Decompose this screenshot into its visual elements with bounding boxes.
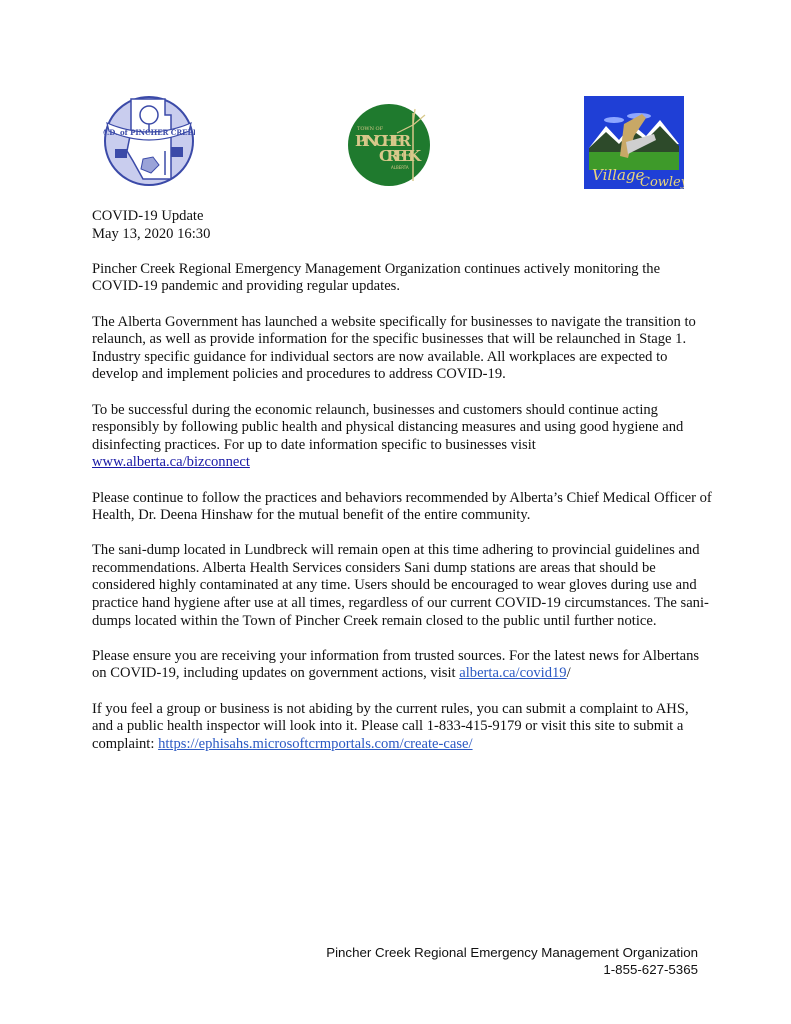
page-footer bbox=[326, 944, 698, 978]
paragraph-sani-dump: The sani-dump located in Lundbreck will remain open at this time adhering to provincial guidelines and recommendations. Alberta Health Services considers Sani dump stations are areas that should be considered highly contaminated at any time. Users should be encouraged to wear gloves during use and practice hand hygiene after use at all times, regardless of our current COVID-19 circumstances. The sani-dumps located within the Town of Pincher Creek remain closed to the public until further notice. bbox=[92, 542, 709, 629]
village-cowley-logo bbox=[584, 96, 684, 189]
paragraph-chief-medical-officer: Please continue to follow the practices and behaviors recommended by Alberta’s Chief Medical Officer of Health, Dr. Deena Hinshaw for the mutual benefit of the entire community. bbox=[92, 489, 712, 524]
paragraph-relaunch bbox=[92, 402, 712, 472]
update-header bbox=[92, 208, 712, 243]
bizconnect-link[interactable]: www.alberta.ca/bizconnect bbox=[92, 454, 250, 471]
paragraph-business-website: The Alberta Government has launched a website specifically for businesses to navigate the transition to relaunch, as well as provide information for the specific businesses that will be relaunched in Stage 1. Industry specific guidance for individual sectors are now available. All workplaces are expected to develop and implement policies and procedures to address COVID-19. bbox=[92, 313, 696, 383]
md-logo-text: M.D. of PINCHER CREEK bbox=[103, 128, 195, 137]
town-logo-graphic bbox=[347, 103, 431, 187]
cowley-logo-line2: Cowley bbox=[640, 175, 684, 189]
cowley-logo-line1: Village bbox=[592, 166, 645, 184]
update-title: COVID-19 Update bbox=[92, 208, 204, 224]
update-datetime: May 13, 2020 16:30 bbox=[92, 225, 211, 242]
footer-organization: Pincher Creek Regional Emergency Management Organization bbox=[326, 945, 698, 960]
relaunch-text: To be successful during the economic relaunch, businesses and customers should continue acting responsibly by following public health and physical distancing measures and using good hygiene and disinfecting practices. For up to date information specific to businesses visit bbox=[92, 401, 684, 453]
md-logo-graphic bbox=[103, 91, 195, 187]
paragraph-monitoring: Pincher Creek Regional Emergency Management Organization continues actively monitoring the COVID-19 pandemic and providing regular updates. bbox=[92, 260, 661, 295]
town-pincher-creek-logo bbox=[347, 103, 431, 187]
town-logo-top: TOWN OF bbox=[357, 126, 384, 132]
trusted-sources-text: Please ensure you are receiving your information from trusted sources. For the latest news for Albertans on COVID-19, including updates on government actions, visit bbox=[92, 647, 700, 682]
md-pincher-creek-logo bbox=[103, 91, 195, 187]
town-logo-line2: CREEK bbox=[379, 147, 421, 165]
complaint-text: If you feel a group or business is not abiding by the current rules, you can submit a complaint to AHS, and a public health inspector will look into it. Please call 1-833-415-9179 or visit this site to submit a complaint: bbox=[92, 700, 689, 752]
cowley-logo-graphic bbox=[584, 96, 684, 189]
document-body bbox=[92, 208, 712, 771]
covid19-link-tail: / bbox=[566, 665, 571, 682]
town-logo-bottom: ALBERTA bbox=[391, 165, 409, 170]
complaint-portal-link[interactable]: https://ephisahs.microsoftcrmportals.com/create-case/ bbox=[158, 735, 473, 752]
footer-phone: 1-855-627-5365 bbox=[603, 962, 698, 977]
covid19-link[interactable]: alberta.ca/covid19 bbox=[459, 665, 567, 682]
paragraph-complaint bbox=[92, 701, 712, 754]
town-logo-line1: PINCHER bbox=[355, 132, 411, 150]
paragraph-trusted-sources bbox=[92, 648, 712, 683]
